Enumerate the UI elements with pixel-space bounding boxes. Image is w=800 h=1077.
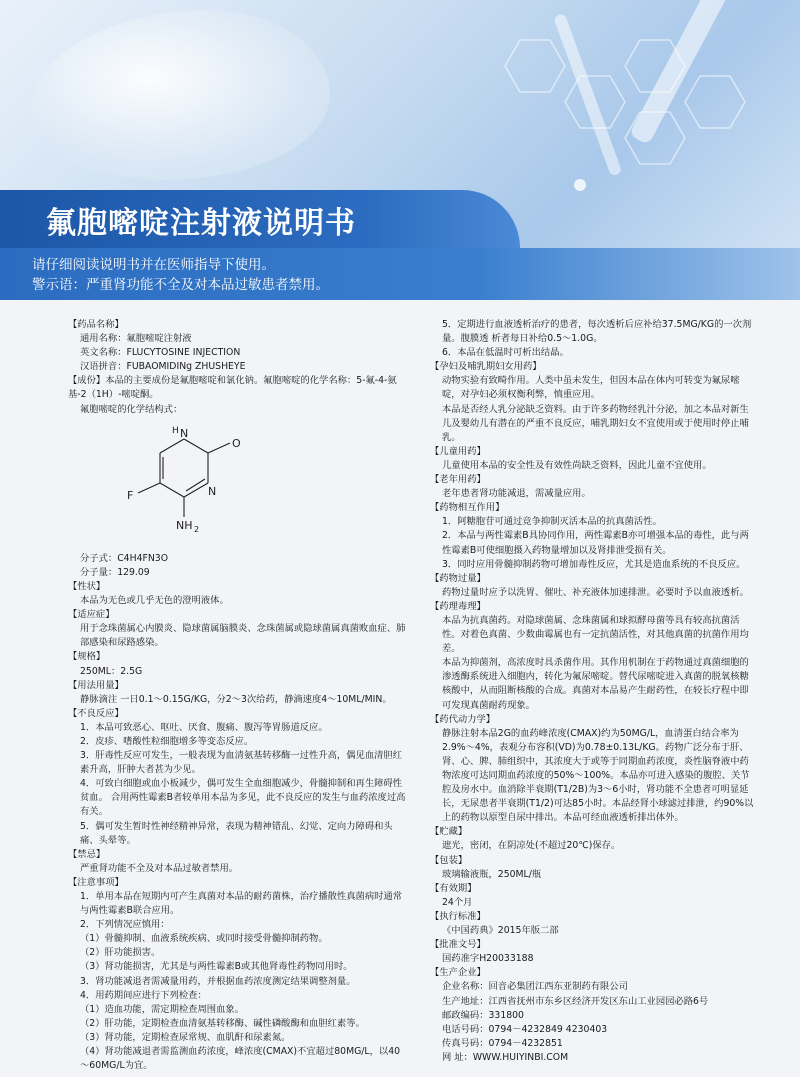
section-text: 本品为无色或几乎无色的澄明液体。: [80, 595, 229, 607]
section-text: 6．本品在低温时可析出结晶。: [442, 347, 569, 359]
section-heading: 【老年用药】: [430, 474, 486, 486]
section-heading: 【有效期】: [430, 882, 477, 894]
section-text: 1．阿糖胞苷可通过竞争抑制灭活本品的抗真菌活性。: [442, 516, 662, 528]
section-text: 通用名称：氟胞嘧啶注射液: [80, 333, 192, 345]
section-text: 动物实验有致畸作用。人类中虽未发生，但因本品在体内可转变为氟尿嘧啶，对孕妇必须权衡利弊，慎重应用。: [442, 375, 740, 401]
section-text: 儿童使用本品的安全性及有效性尚缺乏资料，因此儿童不宜使用。: [442, 459, 712, 471]
section-text: 1．本品可致恶心、呕吐、厌食、腹痛、腹泻等胃肠道反应。: [80, 721, 328, 733]
section-text: 1．单用本品在短期内可产生真菌对本品的耐药菌株，治疗播散性真菌病时通常与两性霉素B联合应用。: [80, 891, 403, 917]
section-text: 氟胞嘧啶的化学结构式：: [80, 403, 183, 415]
section-heading: 【生产企业】: [430, 967, 486, 979]
section-heading: 【禁忌】: [68, 848, 106, 860]
section-text: 玻璃输液瓶，250ML/瓶: [442, 868, 542, 880]
structure-label-nh: NH: [176, 518, 193, 532]
section-heading: 【药代动力学】: [430, 713, 496, 725]
section-text: 2．皮疹、嗜酸性粒细胞增多等变态反应。: [80, 735, 254, 747]
section-heading: 【药物过量】: [430, 572, 486, 584]
structure-label-f: F: [127, 488, 134, 502]
section-heading: 【药品名称】: [68, 319, 124, 330]
structure-label-h: H: [172, 425, 179, 436]
section-text: 英文名称：FLUCYTOSINE INJECTION: [80, 347, 241, 359]
section-text: （2）肝功能损害。: [80, 947, 161, 959]
section-heading: 【药物相互作用】: [430, 502, 505, 514]
structure-label-n1: N: [180, 426, 189, 440]
section-heading: 【贮藏】: [430, 826, 468, 838]
section-text: 静脉滴注 一日0.1～0.15G/KG，分2～3次给药，静滴速度4～10ML/MIN。: [80, 693, 392, 705]
section-text: 2．本品与两性霉素B具协同作用，两性霉素B亦可增强本品的毒性，此与两性霉素B可使细胞摄入药物量增加以及肾排泄受损有关。: [442, 530, 749, 556]
structure-label-sub2: 2: [194, 524, 200, 534]
section-text: （4）肾功能减退者需监测血药浓度，峰浓度(CMAX)不宜超过80MG/L，以40～60MG/L为宜。: [80, 1046, 401, 1072]
section-heading: 【成份】本品的主要成份是氟胞嘧啶和氯化钠。氟胞嘧啶的化学名称：5-氟-4-氨基-2（1H）-嘧啶酮。: [68, 375, 397, 401]
gloved-hand-image: [30, 10, 330, 180]
section-text: （3）肾功能，定期检查尿常规、血肌酐和尿素氮。: [80, 1031, 291, 1043]
dropper-image: [520, 0, 790, 200]
section-text: 4．用药期间应进行下列检查：: [80, 989, 207, 1001]
section-text: 24个月: [442, 896, 473, 908]
section-text: 3．同时应用骨髓抑制药物可增加毒性反应，尤其是造血系统的不良反应。: [442, 558, 746, 570]
section-heading: 【孕妇及哺乳期妇女用药】: [430, 361, 542, 373]
section-text: 老年患者肾功能减退，需减量应用。: [442, 488, 591, 500]
section-text: （3）肾功能损害，尤其是与两性霉素B或其他肾毒性药物同用时。: [80, 961, 353, 973]
section-text: 分子式：C4H4FN3O: [80, 552, 169, 564]
section-text: 遮光，密闭，在阴凉处(不超过20℃)保存。: [442, 840, 621, 852]
section-text: 2．下列情况应慎用：: [80, 919, 170, 931]
section-text: （2）肝功能，定期检查血清氨基转移酶、碱性磷酸酶和血胆红素等。: [80, 1017, 365, 1029]
right-column: [430, 318, 756, 1065]
section-text: 250ML：2.5G: [80, 665, 143, 677]
section-text: 本品为抗真菌药。对隐球菌属、念珠菌属和球拟酵母菌等具有较高抗菌活性。对着色真菌、少数曲霉属也有一定抗菌活性，对其他真菌的抗菌作用均差。: [442, 614, 749, 655]
section-text: 《中国药典》2015年版二部: [442, 925, 559, 937]
section-text: 静脉注射本品2G的血药峰浓度(CMAX)约为50MG/L，血清蛋白结合率为2.9%～4%，表观分布容积(VD)为0.78±0.13L/KG。药物广泛分布于肝、肾、心、脾、肺组织中，其浓度大于或等于同期血药浓度，炎性脑脊液中药物浓度可达同期血药浓度的50%～100%。本品亦可进入感染的腹腔、关节腔及房水中。血消除半衰期(T1/2B)为3～6小时，肾功能不全患者可明显延长，无尿患者半衰期(T1/2)可达85小时。本品经肾小球滤过排泄，约90%以上的药物以原型自尿中排出。本品可经血液透析排出体外。: [442, 727, 754, 824]
section-text: 汉语拼音：FUBAOMIDINg ZHUSHEYE: [80, 361, 246, 373]
section-text: （1）造血功能，需定期检查周围血象。: [80, 1003, 244, 1015]
section-heading: 【不良反应】: [68, 707, 124, 719]
section-heading: 【儿童用药】: [430, 445, 486, 457]
section-heading: 【包装】: [430, 854, 468, 866]
section-text: 国药准字H20033188: [442, 953, 534, 965]
chemical-structure: [124, 421, 406, 548]
section-text: 严重肾功能不全及对本品过敏者禁用。: [80, 862, 239, 874]
section-text: 本品是否经人乳分泌缺乏资料。由于许多药物经乳汁分泌，加之本品对新生儿及婴幼儿有潜在的严重不良反应，哺乳期妇女不宜使用或于使用时停止哺乳。: [442, 403, 749, 443]
section-text: 5．偶可发生暂时性神经精神异常，表现为精神错乱、幻觉、定向力障碍和头痛、头晕等。: [80, 820, 393, 846]
section-heading: 【适应症】: [68, 609, 115, 621]
section-heading: 【规格】: [68, 651, 106, 663]
section-text: 电话号码：0794－4232849 4230403: [442, 1023, 608, 1035]
section-text: 传真号码：0794－4232851: [442, 1037, 563, 1049]
section-text: 3．肝毒性反应可发生，一般表现为血清氨基转移酶一过性升高，偶见血清胆红素升高，肝肿大者甚为少见。: [80, 750, 403, 776]
section-text: 药物过量时应予以洗胃、催吐、补充液体加速排泄。必要时予以血液透析。: [442, 586, 749, 598]
section-text: 企业名称：回音必集团江西东亚制药有限公司: [442, 981, 628, 993]
section-text: 网 址：WWW.HUIYINBI.COM: [442, 1051, 569, 1063]
section-text: 分子量：129.09: [80, 566, 150, 578]
section-heading: 【批准文号】: [430, 939, 486, 951]
structure-label-n2: N: [208, 484, 217, 498]
section-heading: 【性状】: [68, 580, 106, 592]
section-text: 3．肾功能减退者需减量用药，并根据血药浓度测定结果调整剂量。: [80, 975, 356, 987]
document-title: 氟胞嘧啶注射液说明书: [46, 206, 356, 241]
flucytosine-structure-diagram: [124, 421, 274, 543]
left-column: [68, 318, 406, 1073]
section-text: 5．定期进行血液透析治疗的患者，每次透析后应补给37.5MG/KG的一次剂量。腹膜透 析者每日补给0.5～1.0G。: [442, 319, 752, 345]
section-heading: 【注意事项】: [68, 876, 124, 888]
warning-notice: 警示语：严重肾功能不全及对本品过敏患者禁用。: [32, 277, 329, 293]
section-text: 4．可致白细胞或血小板减少，偶可发生全血细胞减少，骨髓抑制和再生障碍性贫血。 合用两性霉素B者较单用本品为多见，此不良反应的发生与血药浓度过高有关。: [80, 778, 406, 818]
section-text: 生产地址：江西省抚州市东乡区经济开发区东山工业园园必路6号: [442, 995, 709, 1007]
section-text: 用于念珠菌属心内膜炎、隐球菌属脑膜炎、念珠菌属或隐球菌属真菌败血症、肺部感染和尿路感染。: [80, 623, 406, 649]
structure-label-o: O: [232, 436, 241, 450]
section-text: 本品为抑菌剂，高浓度时具杀菌作用。其作用机制在于药物通过真菌细胞的渗透酶系统进入细胞内，转化为氟尿嘧啶。替代尿嘧啶进入真菌的脱氧核糖核酸中，从而阻断核酸的合成。真菌对本品易产生耐药性，在较长疗程中即可发现真菌耐药现象。: [442, 657, 749, 711]
section-text: 邮政编码：331800: [442, 1009, 524, 1021]
usage-notice: 请仔细阅读说明书并在医师指导下使用。: [32, 257, 275, 273]
section-text: （1）骨髓抑制、血液系统疾病、或同时接受骨髓抑制药物。: [80, 933, 328, 945]
section-heading: 【执行标准】: [430, 910, 486, 922]
section-heading: 【药理毒理】: [430, 600, 486, 612]
section-heading: 【用法用量】: [68, 679, 124, 691]
